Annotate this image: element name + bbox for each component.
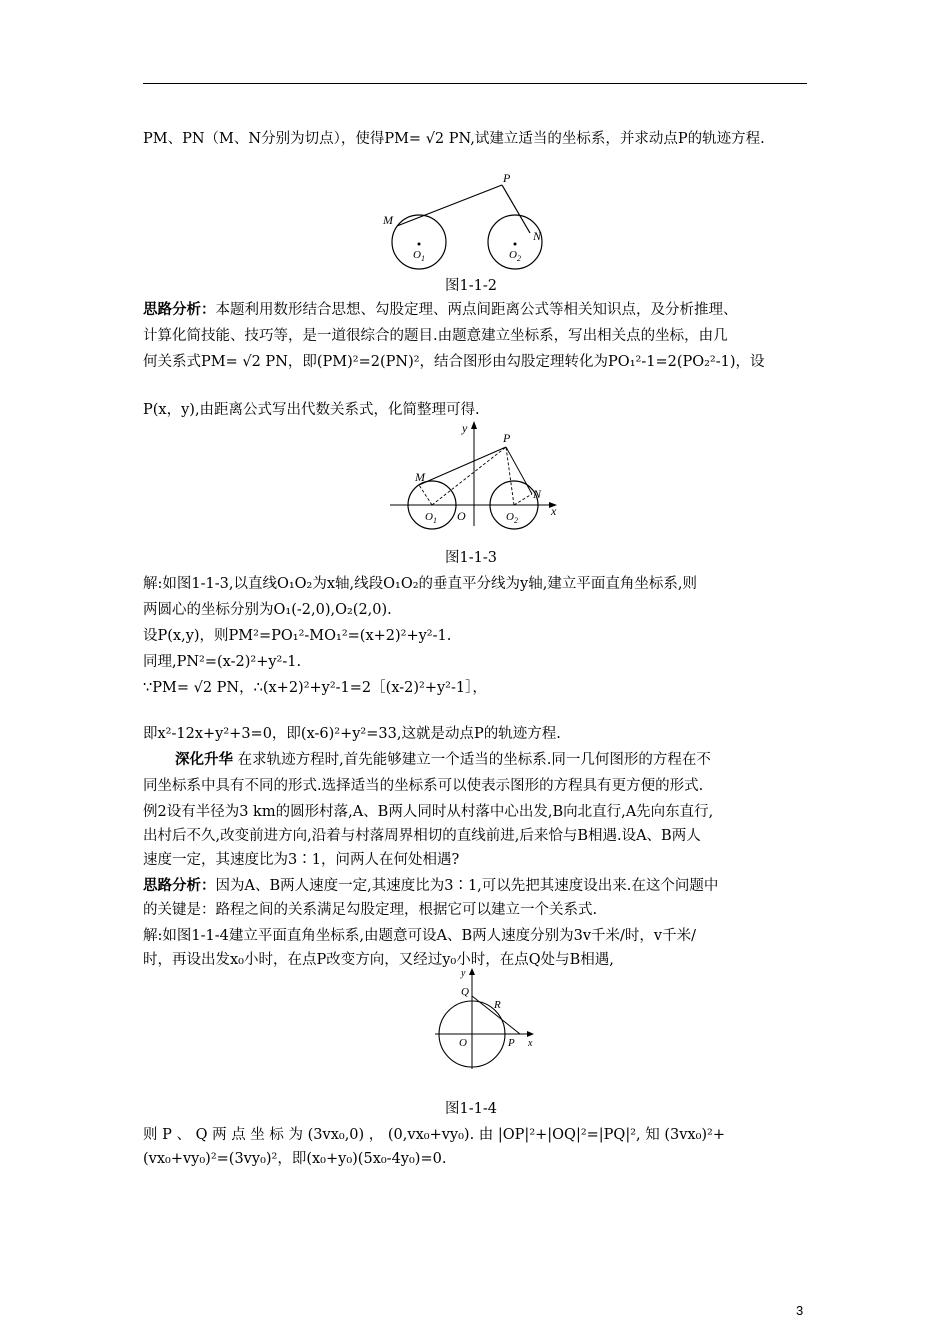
label-n: N (533, 487, 542, 501)
label-q: Q (461, 986, 469, 998)
text-line: 速度一定，其速度比为3∶1，问两人在何处相遇? (143, 852, 460, 868)
label-y: y (461, 968, 466, 979)
label-y: y (462, 421, 468, 435)
text-line: 的关键是：路程之间的关系满足勾股定理，根据它可以建立一个关系式. (143, 902, 598, 918)
text-line: PM、PN（M、N分别为切点），使得PM= √2 PN,试建立适当的坐标系，并求动点P的轨迹方程. (143, 131, 765, 147)
text-line: 时，再设出发x₀小时，在点P改变方向，又经过y₀小时，在点Q处与B相遇, (143, 952, 614, 968)
text-line: 何关系式PM= √2 PN，即(PM)²=2(PN)²，结合图形由勾股定理转化为PO₁²-1=2(PO₂²-1)，设 (143, 354, 765, 370)
label-p: P (503, 171, 511, 185)
figure-1-1-2 (372, 168, 558, 276)
text-line: 解:如图1-1-3,以直线O₁O₂为x轴,线段O₁O₂的垂直平分线为y轴,建立平面直角坐标系,则 (143, 576, 697, 592)
label-o: O (457, 509, 466, 523)
label-o2-sub: 2 (514, 516, 518, 525)
text-line: 即x²-12x+y²+3=0，即(x-6)²+y²=33,这就是动点P的轨迹方程. (143, 726, 561, 742)
figure-caption: 图1-1-3 (445, 550, 497, 566)
figure-caption: 图1-1-4 (445, 1101, 497, 1117)
text-line: (vx₀+vy₀)²=(3vy₀)²，即(x₀+y₀)(5x₀-4y₀)=0. (143, 1151, 447, 1167)
label-m: M (383, 213, 393, 227)
label-o1-sub: 1 (433, 516, 437, 525)
text-line: 例2设有半径为3 km的圆形村落,A、B两人同时从村落中心出发,B向北直行,A先向东直行, (143, 804, 714, 820)
page-number: 3 (796, 1303, 804, 1318)
text-line: 思路分析：因为A、B两人速度一定,其速度比为3∶1,可以先把其速度设出来.在这个问题中 (143, 878, 719, 894)
text-line: 出村后不久,改变前进方向,沿着与村落周界相切的直线前进,后来恰与B相遇.设A、B两人 (143, 828, 701, 844)
label-x: x (528, 1038, 533, 1049)
label-o2-sub: 2 (517, 254, 521, 263)
text-line: 设P(x,y)，则PM²=PO₁²-MO₁²=(x+2)²+y²-1. (143, 628, 452, 644)
label-p: P (508, 1037, 515, 1049)
label-o2: O (509, 249, 517, 261)
figure-caption: 图1-1-2 (445, 278, 497, 294)
text-line: 同坐标系中具有不同的形式.选择适当的坐标系可以使表示图形的方程具有更方便的形式. (143, 778, 704, 794)
label-o2: O (506, 511, 514, 523)
label-o1: O (413, 249, 421, 261)
text-line: 两圆心的坐标分别为O₁(-2,0),O₂(2,0). (143, 602, 392, 618)
text-line: 深化升华 在求轨迹方程时,首先能够建立一个适当的坐标系.同一几何图形的方程在不 (175, 752, 711, 768)
figure-1-1-3 (385, 418, 565, 530)
label-o: O (459, 1037, 467, 1049)
figure-1-1-4 (430, 964, 540, 1074)
text-line: 计算化简技能、技巧等，是一道很综合的题目.由题意建立坐标系，写出相关点的坐标，由几 (143, 328, 728, 344)
text-line: 思路分析：本题利用数形结合思想、勾股定理、两点间距离公式等相关知识点，及分析推理、 (143, 302, 738, 318)
text-line: ∵PM= √2 PN，∴(x+2)²+y²-1=2［(x-2)²+y²-1］， (143, 680, 487, 696)
text-line: 同理,PN²=(x-2)²+y²-1. (143, 654, 302, 670)
label-m: M (415, 470, 425, 484)
text-line: P(x，y),由距离公式写出代数关系式，化简整理可得. (143, 402, 480, 418)
text-line: 解:如图1-1-4建立平面直角坐标系,由题意可设A、B两人速度分别为3v千米/时，v千米/ (143, 928, 696, 944)
label-p: P (503, 431, 511, 445)
label-o1: O (425, 511, 433, 523)
text-line: 则 P 、 Q 两 点 坐 标 为 (3vx₀,0) ， (0,vx₀+vy₀). 由 |OP|²+|OQ|²=|PQ|², 知 (3vx₀)²+ (143, 1127, 726, 1143)
label-x: x (551, 504, 557, 518)
header-rule (143, 83, 807, 84)
label-r: R (494, 999, 501, 1011)
label-o1-sub: 1 (421, 254, 425, 263)
label-n: N (533, 229, 542, 243)
